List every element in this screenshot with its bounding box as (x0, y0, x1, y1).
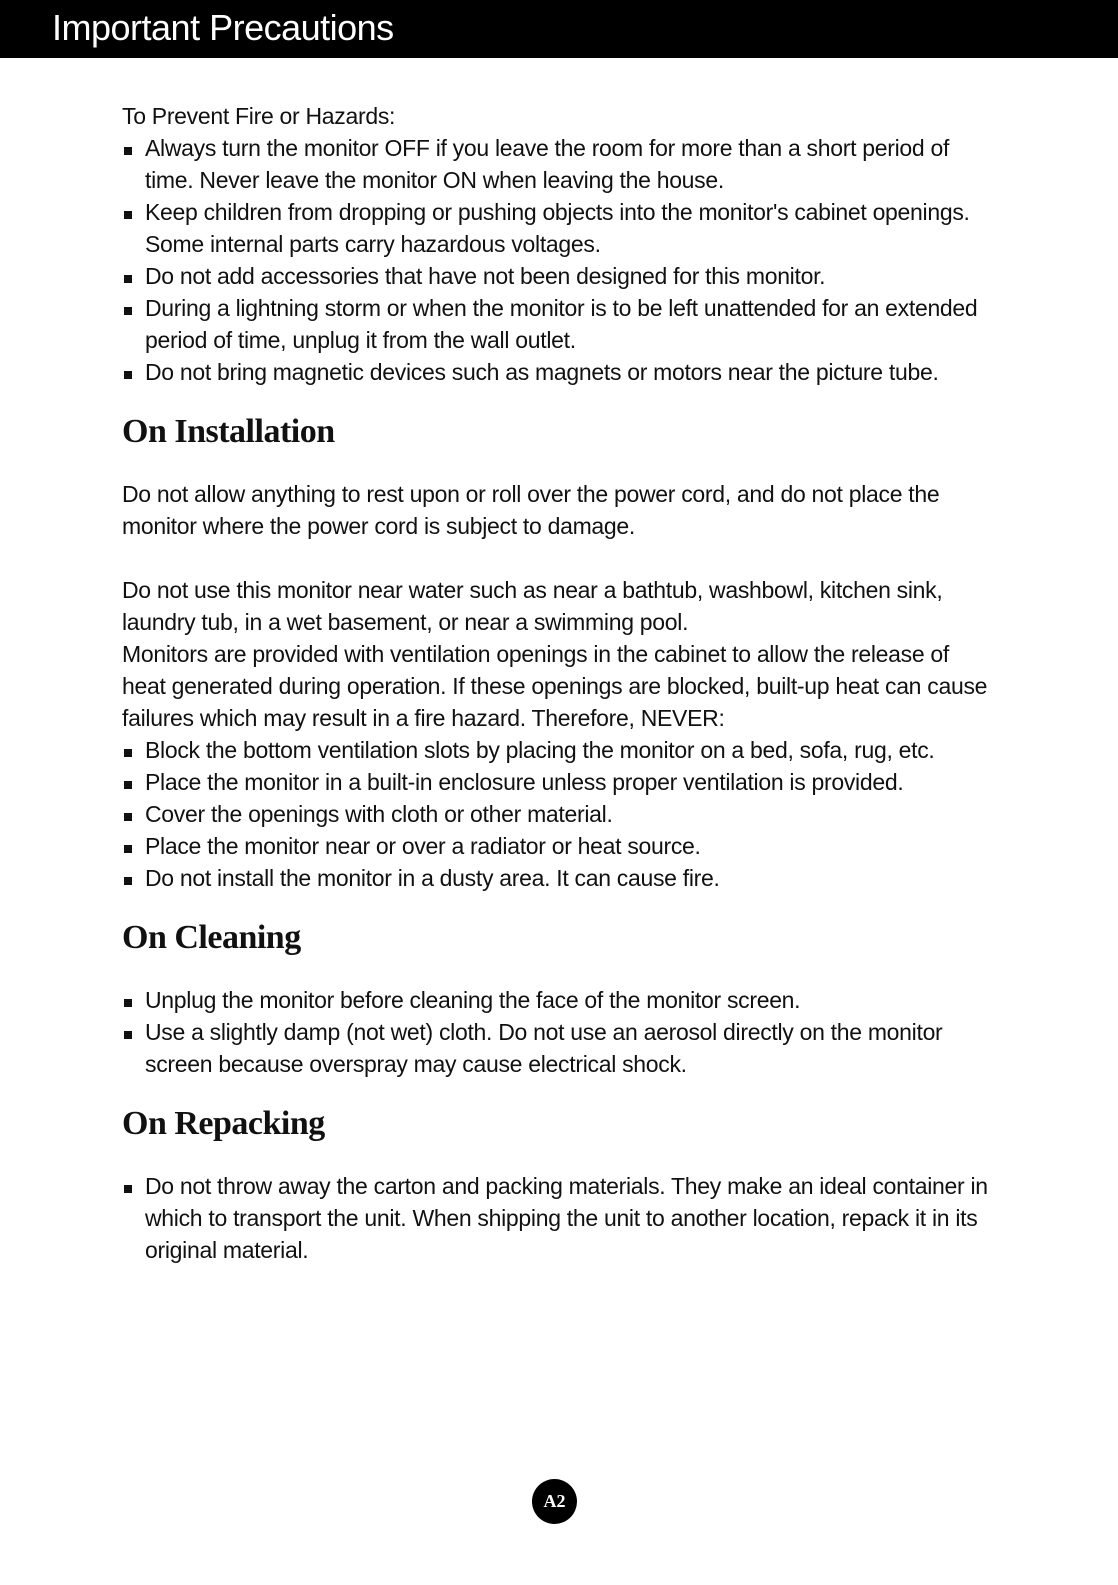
bullet-icon (124, 1031, 132, 1039)
list-item: During a lightning storm or when the monitor is to be left unattended for an extended period of time, unplug it from the wall outlet. (122, 292, 992, 356)
cleaning-heading: On Cleaning (122, 919, 301, 956)
list-item: Keep children from dropping or pushing objects into the monitor's cabinet openings. Some internal parts carry hazardous voltages. (122, 196, 992, 260)
fire-list (122, 132, 992, 388)
list-item: Always turn the monitor OFF if you leave the room for more than a short period of time. Never leave the monitor ON when leaving the house. (122, 132, 992, 196)
bullet-icon (124, 211, 132, 219)
list-item: Do not throw away the carton and packing materials. They make an ideal container in which to transport the unit. When shipping the unit to another location, repack it in its original material. (122, 1170, 992, 1266)
document-body (122, 100, 992, 1266)
bullet-icon (124, 371, 132, 379)
installation-paragraph: Do not allow anything to rest upon or roll over the power cord, and do not place the monitor where the power cord is subject to damage. (122, 481, 940, 539)
fire-intro: To Prevent Fire or Hazards: (122, 103, 396, 129)
bullet-icon (124, 275, 132, 283)
installation-paragraph: Do not use this monitor near water such as near a bathtub, washbowl, kitchen sink, laundry tub, in a wet basement, or near a swimming pool. (122, 577, 943, 635)
bullet-icon (124, 1185, 132, 1193)
list-item: Cover the openings with cloth or other material. (122, 798, 992, 830)
list-item: Place the monitor in a built-in enclosure unless proper ventilation is provided. (122, 766, 992, 798)
list-item: Use a slightly damp (not wet) cloth. Do not use an aerosol directly on the monitor screen because overspray may cause electrical shock. (122, 1016, 992, 1080)
bullet-icon (124, 749, 132, 757)
bullet-icon (124, 845, 132, 853)
spacer (122, 542, 992, 574)
list-item: Block the bottom ventilation slots by placing the monitor on a bed, sofa, rug, etc. (122, 734, 992, 766)
page-title: Important Precautions (52, 7, 394, 48)
list-item: Do not add accessories that have not been designed for this monitor. (122, 260, 992, 292)
header-bar (0, 0, 1118, 58)
list-item: Unplug the monitor before cleaning the face of the monitor screen. (122, 984, 992, 1016)
cleaning-list (122, 984, 992, 1080)
installation-list (122, 734, 992, 894)
installation-paragraph: Monitors are provided with ventilation openings in the cabinet to allow the release of heat generated during operation. If these openings are blocked, built-up heat can cause failures which may result in a fire hazard. Therefore, NEVER: (122, 641, 988, 731)
bullet-icon (124, 781, 132, 789)
bullet-icon (124, 813, 132, 821)
page-number-badge: A2 (532, 1479, 577, 1524)
list-item: Do not install the monitor in a dusty area. It can cause fire. (122, 862, 992, 894)
bullet-icon (124, 147, 132, 155)
bullet-icon (124, 307, 132, 315)
bullet-icon (124, 877, 132, 885)
repacking-list (122, 1170, 992, 1266)
list-item: Place the monitor near or over a radiator or heat source. (122, 830, 992, 862)
repacking-heading: On Repacking (122, 1105, 325, 1142)
bullet-icon (124, 999, 132, 1007)
installation-heading: On Installation (122, 413, 335, 450)
list-item: Do not bring magnetic devices such as magnets or motors near the picture tube. (122, 356, 992, 388)
